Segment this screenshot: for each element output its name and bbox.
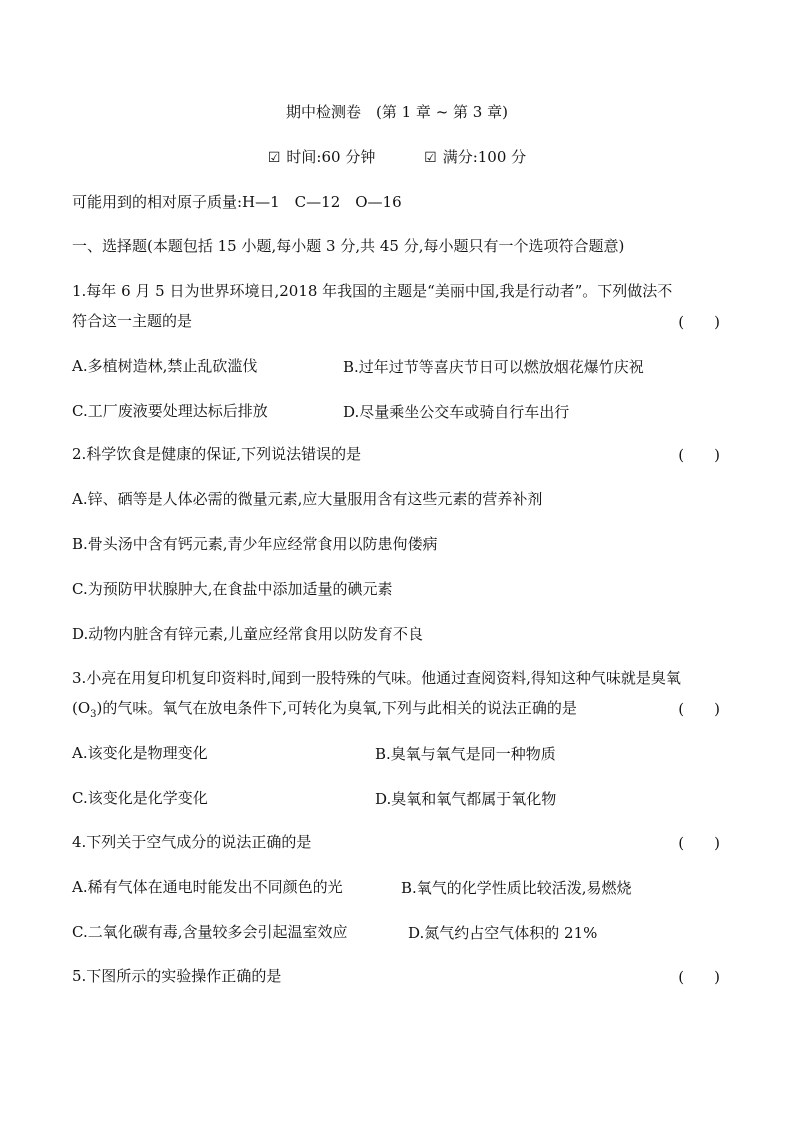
question-5-text: 5.下图所示的实验操作正确的是 [72,967,282,985]
formula-open: (O [72,699,91,717]
question-3-text: 3.小亮在用复印机复印资料时,闻到一股特殊的气味。他通过查阅资料,得知这种气味就是臭氧 [72,669,681,687]
q1-option-b: B.过年过节等喜庆节日可以燃放烟花爆竹庆祝 [343,358,644,376]
q1-option-d: D.尽量乘坐公交车或骑自行车出行 [343,403,570,421]
score-label: 满分:100 分 [442,148,527,166]
q3-option-a: A.该变化是物理变化 [72,744,208,762]
q2-option-a: A.锌、硒等是人体必需的微量元素,应大量服用含有这些元素的营养补剂 [72,490,543,508]
q1-option-a: A.多植树造林,禁止乱砍滥伐 [72,357,258,375]
answer-blank: ( ) [678,446,720,464]
q3-option-d: D.臭氧和氧气都属于氧化物 [375,790,557,808]
answer-blank: ( ) [678,700,720,718]
section-heading: 一、选择题(本题包括 15 小题,每小题 3 分,共 45 分,每小题只有一个选项符合题意) [72,237,625,255]
answer-blank: ( ) [678,834,720,852]
q2-option-b: B.骨头汤中含有钙元素,青少年应经常食用以防患佝偻病 [72,535,438,553]
time-info [268,146,375,167]
q1-option-c: C.工厂废液要处理达标后排放 [72,402,268,420]
checkbox-icon: ☑ [424,150,437,166]
question-4-text: 4.下列关于空气成分的说法正确的是 [72,833,312,851]
q4-option-d: D.氮气约占空气体积的 21% [408,924,598,942]
page-title: 期中检测卷 (第 1 章 ~ 第 3 章) [286,103,508,121]
q4-option-b: B.氧气的化学性质比较活泼,易燃烧 [401,879,632,897]
q4-option-a: A.稀有气体在通电时能发出不同颜色的光 [72,878,343,896]
q3-option-c: C.该变化是化学变化 [72,789,208,807]
q4-option-c: C.二氧化碳有毒,含量较多会引起温室效应 [72,923,348,941]
q3-option-b: B.臭氧与氧气是同一种物质 [375,745,556,763]
question-3-rest: )的气味。氧气在放电条件下,可转化为臭氧,下列与此相关的说法正确的是 [96,699,577,717]
question-3-text-cont [72,698,577,725]
question-2-text: 2.科学饮食是健康的保证,下列说法错误的是 [72,445,362,463]
score-info [424,146,526,167]
answer-blank: ( ) [678,968,720,986]
question-1-text-cont: 符合这一主题的是 [72,312,193,330]
atomic-masses: 可能用到的相对原子质量:H—1 C—12 O—16 [72,193,402,211]
q2-option-c: C.为预防甲状腺肿大,在食盐中添加适量的碘元素 [72,580,393,598]
time-label: 时间:60 分钟 [286,148,376,166]
subscript: 3 [90,709,97,720]
answer-blank: ( ) [678,313,720,331]
checkbox-icon: ☑ [267,150,281,166]
q2-option-d: D.动物内脏含有锌元素,儿童应经常食用以防发育不良 [72,625,424,643]
exam-meta [0,146,794,167]
question-1-text: 1.每年 6 月 5 日为世界环境日,2018 年我国的主题是“美丽中国,我是行动者”。下列做法不 [72,282,673,300]
